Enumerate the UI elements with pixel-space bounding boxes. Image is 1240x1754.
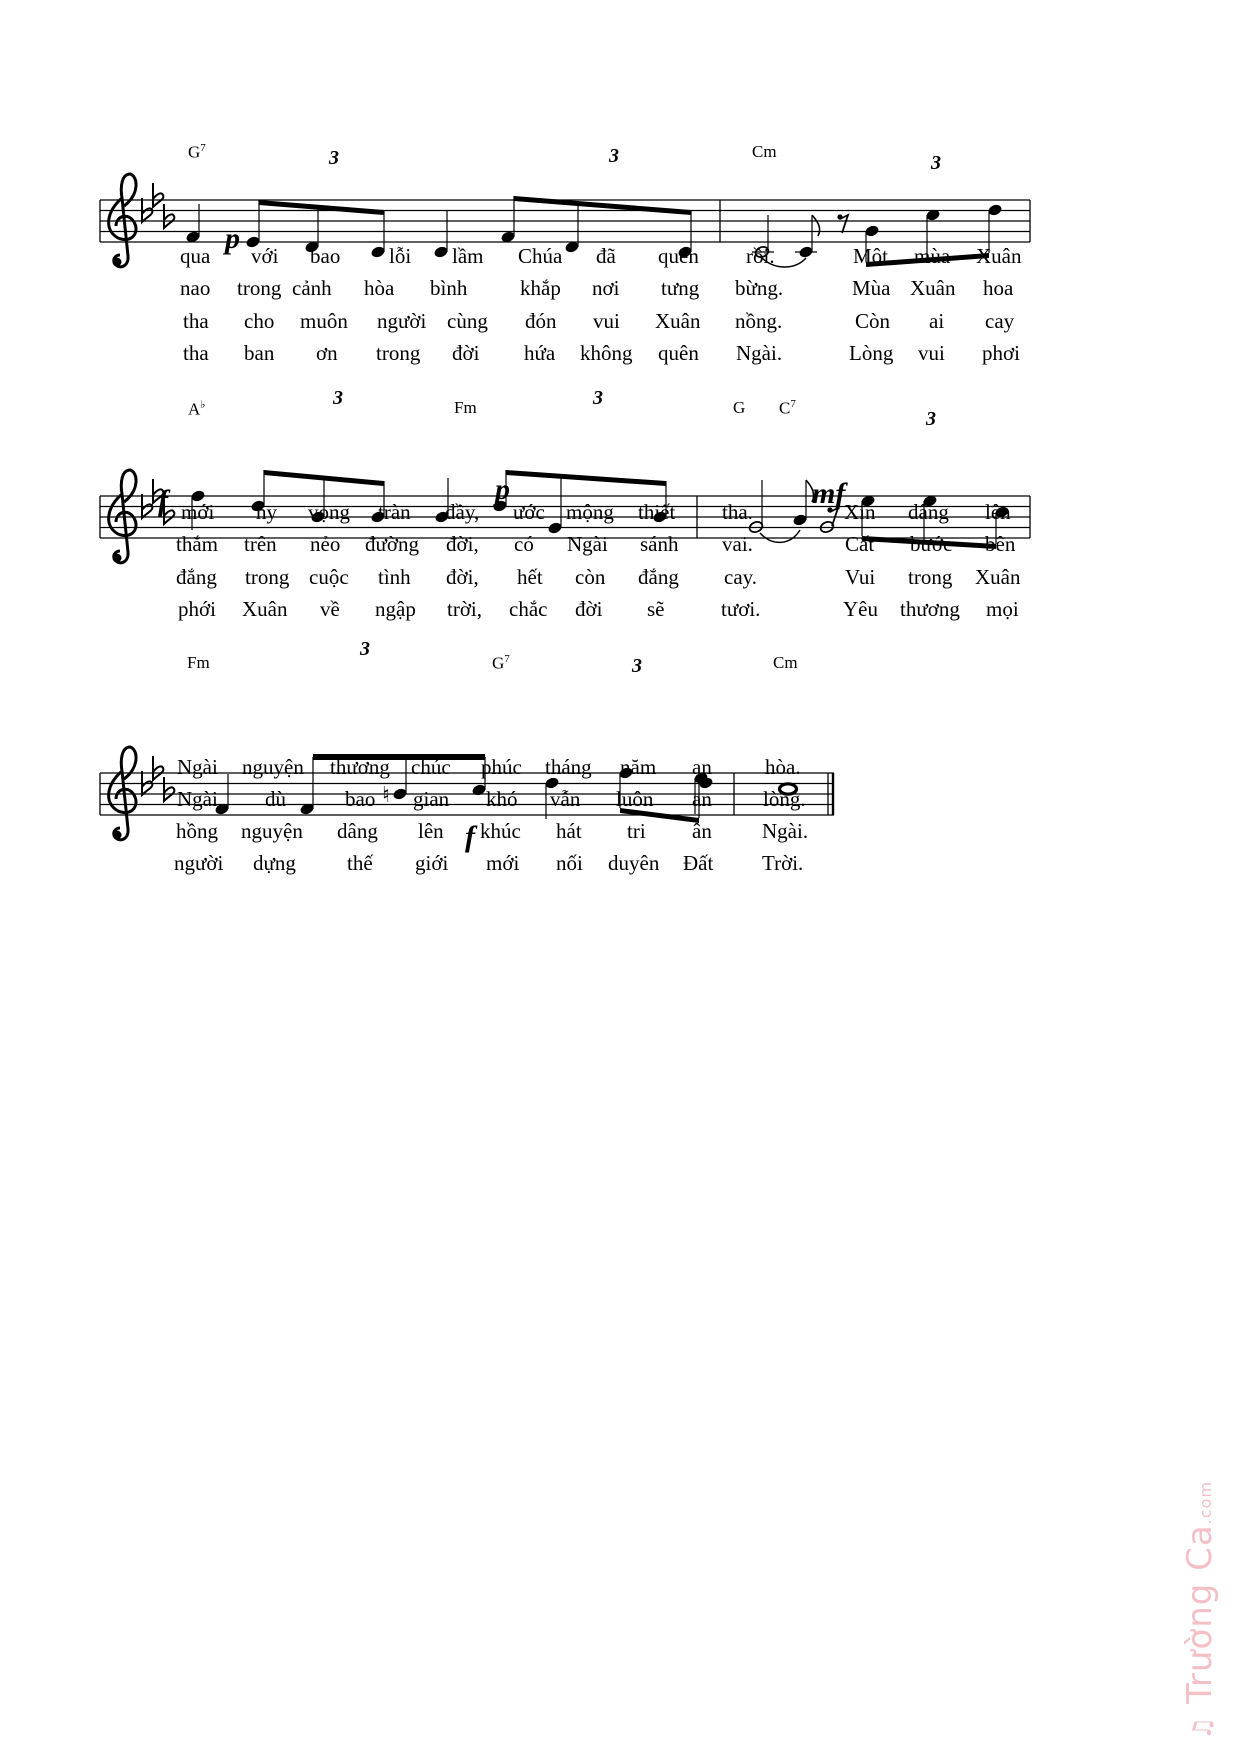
chord-symbol: G <box>733 398 746 417</box>
chord-symbol: Fm <box>187 653 210 672</box>
watermark-logo <box>1180 1481 1220 1740</box>
music-note-logo-icon: ♫ <box>1188 1715 1218 1740</box>
triplet-marker: 3 <box>333 387 343 409</box>
chord-symbol: $G^7$ <box>492 653 510 673</box>
triplet-marker: 3 <box>329 147 339 169</box>
dynamic-forte: f <box>465 820 475 853</box>
triplet-marker: 3 <box>926 408 936 430</box>
dynamic-piano: p <box>225 222 240 255</box>
dynamic-forte: f <box>158 484 168 517</box>
dynamic-piano: p <box>495 473 510 506</box>
triplet-marker: 3 <box>632 655 642 677</box>
chord-symbol: Fm <box>454 398 477 417</box>
chord-symbol: Cm <box>752 142 777 161</box>
chord-symbol: A♭ <box>188 399 206 419</box>
triplet-marker: 3 <box>593 387 603 409</box>
chord-symbol: $G^7$ <box>188 142 206 162</box>
triplet-marker: 3 <box>609 145 619 167</box>
triplet-marker: 3 <box>360 638 370 660</box>
chord-symbol: Cm <box>773 653 798 672</box>
dynamic-mezzo-forte: mf <box>812 477 846 510</box>
watermark-brand: Trường Ca <box>1180 1524 1220 1704</box>
triplet-marker: 3 <box>931 152 941 174</box>
watermark-domain: .com <box>1196 1480 1215 1525</box>
chord-symbol: $C^7$ <box>779 398 796 418</box>
score-text-overlay: $G^7$ Cm 3 3 3 p qua với bao lỗi lầm Chúa đã quên rồi. Một mùa Xuân nao trong cảnh hòa bình khắp nơi tưng bừng. Mùa Xuân hoa tha cho muôn người cùng đón vui Xuân nồng. Còn ai cay tha ban ơn trong đời hứa không quên Ngài. Lòng vui phơi A♭ Fm G $C^7$ 3 3 3 f p mf mới hy vọng tràn đầy, ước mộng thiết tha. Xin dâng lên thắm trên nẻo đường đời, có Ngài sánh vai. Cất bước bên đắng trong cuộc tình đời, hết còn đắng cay. Vui trong Xuân phới Xuân về ngập trời, chắc đời sẽ tươi. Yêu thương mọi Fm $G^7$ Cm 3 3 f Ngài nguyện thương chúc phúc tháng năm an hòa. Ngài dù bao gian khó vẫn luôn an lòng. hồng nguyện dâng lên khúc hát tri ân Ngài. người dựng thế giới mới nối duyên Đất Trời. <box>158 142 1022 875</box>
natural-sign-icon: ♮ <box>382 783 390 808</box>
